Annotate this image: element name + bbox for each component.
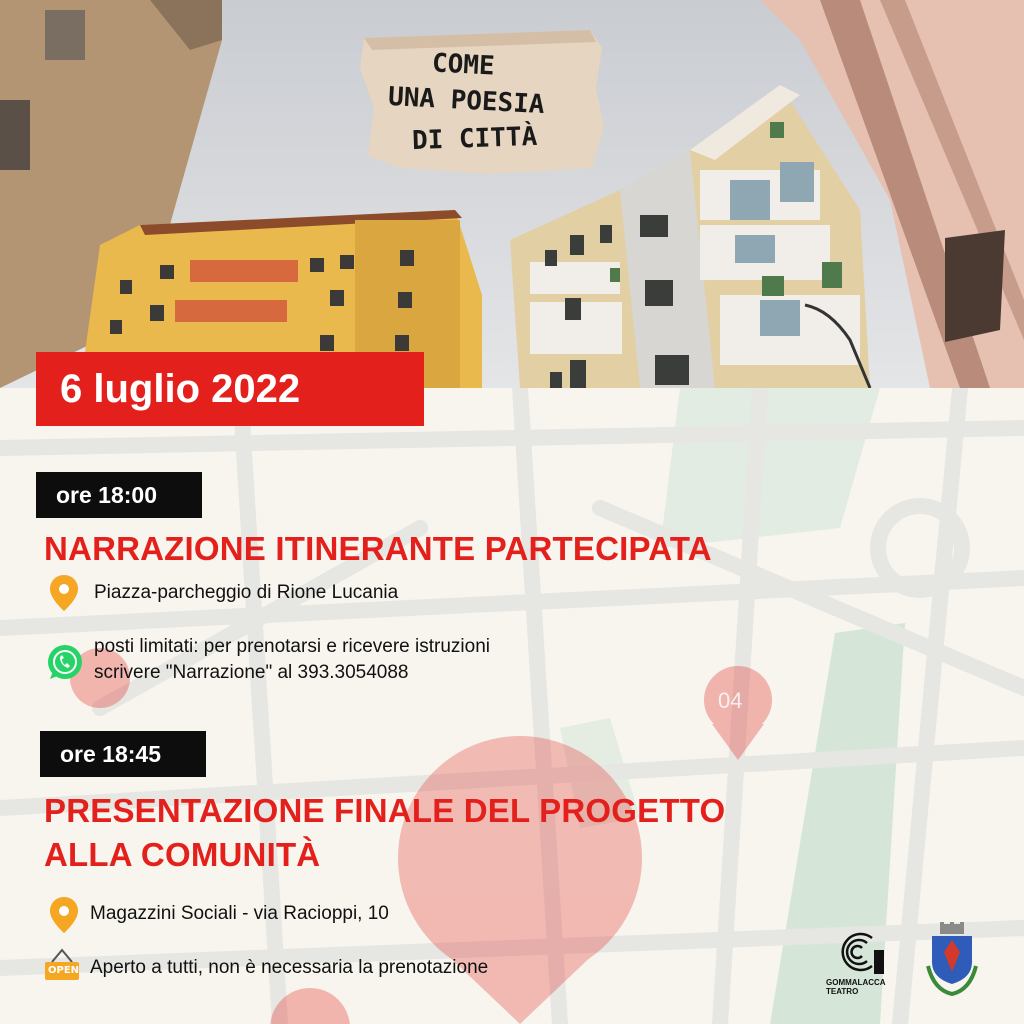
municipal-crest — [926, 922, 978, 996]
event-2-location: Magazzini Sociali - via Racioppi, 10 — [90, 903, 389, 924]
map-pin-number: 04 — [718, 688, 743, 713]
location-pin-icon — [50, 897, 78, 933]
event-2-time: ore 18:45 — [40, 731, 206, 777]
event-1-note-line-2: scrivere "Narrazione" al 393.3054088 — [94, 662, 409, 683]
location-pin-icon — [50, 575, 78, 611]
gommalacca-logo-line-1: GOMMALACCA — [826, 978, 886, 987]
event-1-title: NARRAZIONE ITINERANTE PARTECIPATA — [44, 530, 712, 567]
event-2-title-line-2: ALLA COMUNITÀ — [44, 836, 321, 873]
event-1-location: Piazza-parcheggio di Rione Lucania — [94, 582, 399, 603]
event-2-note: Aperto a tutti, non è necessaria la prenotazione — [90, 957, 489, 978]
whatsapp-icon — [46, 643, 84, 681]
event-2-title-line-1: PRESENTAZIONE FINALE DEL PROGETTO — [44, 792, 726, 829]
gommalacca-logo — [826, 928, 896, 998]
event-date: 6 luglio 2022 — [36, 352, 424, 426]
poster-title-line-3: DI CITTÀ — [411, 121, 538, 157]
event-1-note-line-1: posti limitati: per prenotarsi e ricevere istruzioni — [94, 636, 490, 657]
poster-title-line-1: COME — [431, 48, 496, 82]
open-sign-text: OPEN — [48, 965, 80, 976]
event-1-time: ore 18:00 — [36, 472, 202, 518]
poster-title — [360, 28, 604, 176]
gommalacca-logo-line-2: TEATRO — [826, 987, 859, 996]
open-sign-icon — [44, 948, 80, 982]
poster-title-line-2: UNA POESIA — [387, 81, 546, 121]
